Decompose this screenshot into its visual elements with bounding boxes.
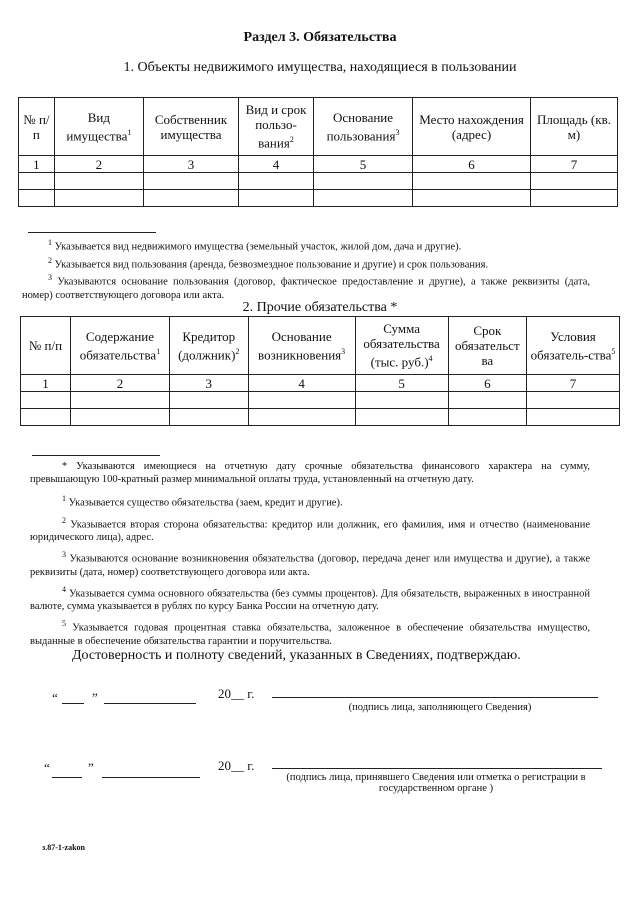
table2-empty-row — [21, 392, 620, 409]
sig1-caption: (подпись лица, заполняющего Сведения) — [348, 702, 532, 713]
footnote-divider — [28, 232, 156, 233]
sig2-day-line[interactable] — [52, 777, 82, 778]
table1-number-cell: 2 — [54, 156, 143, 173]
table1-empty-row — [19, 173, 618, 190]
footnote: $^3$ Указываются основание пользования (договор, фактическое предоставление и другие), а также реквизиты (дата, номер) соответствующего договора или акта. — [22, 273, 590, 301]
table1-empty-row — [19, 190, 618, 207]
footnote: $^1$ Указывается вид недвижимого имущества (земельный участок, жилой дом, дача и другие). — [48, 238, 462, 253]
sig2-year: 20__ г. — [218, 758, 255, 773]
sig2-signature-line[interactable] — [272, 768, 602, 769]
table1-number-row — [19, 156, 618, 173]
confirmation-text: Достоверность и полноту сведений, указанных в Сведениях, подтверждаю. — [72, 648, 521, 663]
table2-header-cell: Сумма обязательства (тыс. руб.)$^4$ — [355, 317, 448, 375]
footnote: $^2$ Указывается вторая сторона обязательства: кредитор или должник, его фамилия, имя и отчество (наименование юридического лица), адрес. — [30, 515, 591, 543]
sig1-month-line[interactable] — [104, 703, 196, 704]
sig2-close-quote: ” — [88, 760, 94, 775]
table1-number-cell: 5 — [313, 156, 412, 173]
sig1-close-quote: ” — [92, 690, 98, 705]
table1-number-cell: 1 — [19, 156, 55, 173]
sig1-open-quote: “ — [52, 690, 58, 705]
footer-code: з.87-1-zakon — [42, 843, 85, 852]
table2-header-cell: Условия обязатель-ства$^5$ — [527, 317, 620, 375]
table1 — [18, 97, 618, 207]
table1-header-cell: Площадь (кв. м) — [530, 98, 617, 156]
section-title: Раздел 3. Обязательства — [243, 30, 397, 45]
table1-header-cell: Вид имущества$^1$ — [54, 98, 143, 156]
table2-number-cell: 5 — [355, 375, 448, 392]
table1-footnotes — [22, 236, 590, 302]
table2-empty-row — [21, 409, 620, 426]
footnote: $^5$ Указывается годовая процентная ставка обязательства, заложенное в обеспечение обязательства имущество, выданные в обеспечение обязательства гарантии и поручительства. — [30, 619, 591, 647]
table1-header-cell: Основание пользования$^3$ — [313, 98, 412, 156]
table2-header-cell: Срок обязательст ва — [448, 317, 527, 375]
table2-number-cell: 2 — [71, 375, 170, 392]
sig1-day-line[interactable] — [62, 703, 84, 704]
table2-footnotes — [30, 460, 590, 648]
sig1-year: 20__ г. — [218, 686, 255, 701]
footnote: $^3$ Указываются основание возникновения обязательства (договор, передача денег или имущества и другие), а также реквизиты (дата, номер) соответствующего договора или акта. — [30, 550, 591, 578]
table1-number-cell: 6 — [413, 156, 531, 173]
footnote: $^1$ Указывается существо обязательства (заем, кредит и другие). — [62, 494, 343, 509]
table2-number-cell: 4 — [248, 375, 355, 392]
table2-number-cell: 1 — [21, 375, 71, 392]
footnote: $^2$ Указывается вид пользования (аренда, безвозмездное пользование и другие) и срок пользования. — [48, 255, 489, 270]
table1-header-cell: № п/п — [19, 98, 55, 156]
table2-title: 2. Прочие обязательства * — [242, 300, 398, 315]
table2-number-cell: 6 — [448, 375, 527, 392]
table2-header-cell: Кредитор (должник)$^2$ — [169, 317, 248, 375]
table1-number-cell: 7 — [530, 156, 617, 173]
table1-header-cell: Собственник имущества — [143, 98, 238, 156]
table1-number-cell: 3 — [143, 156, 238, 173]
table1-header-cell: Место нахождения (адрес) — [413, 98, 531, 156]
sig2-caption: (подпись лица, принявшего Сведения или отметка о регистрации в государственном органе ) — [286, 772, 586, 794]
sig1-signature-line[interactable] — [272, 697, 598, 698]
table2-header-row — [21, 317, 620, 375]
table1-title: 1. Объекты недвижимого имущества, находящиеся в пользовании — [123, 60, 517, 75]
table2-number-cell: 7 — [527, 375, 620, 392]
table2-header-cell: № п/п — [21, 317, 71, 375]
sig2-month-line[interactable] — [102, 777, 200, 778]
footnote-divider — [32, 455, 160, 456]
table2-header-cell: Содержание обязательства$^1$ — [71, 317, 170, 375]
table1-header-row — [19, 98, 618, 156]
table2 — [20, 316, 620, 426]
table1-header-cell: Вид и срок пользо-вания$^2$ — [239, 98, 314, 156]
sig2-open-quote: “ — [44, 760, 50, 775]
table1-number-cell: 4 — [239, 156, 314, 173]
footnote: $^4$ Указывается сумма основного обязательства (без суммы процентов). Для обязательств, выраженных в иностранной валюте, сумма указывается в рублях по курсу Банка России на отчетную дату. — [30, 584, 590, 612]
table2-number-row — [21, 375, 620, 392]
footnote: * Указываются имеющиеся на отчетную дату срочные обязательства финансового характера на сумму, превышающую 100-кратный размер минимальной оплаты труда, установленный на отчетную дату. — [30, 461, 590, 485]
table2-number-cell: 3 — [169, 375, 248, 392]
table2-header-cell: Основание возникновения$^3$ — [248, 317, 355, 375]
